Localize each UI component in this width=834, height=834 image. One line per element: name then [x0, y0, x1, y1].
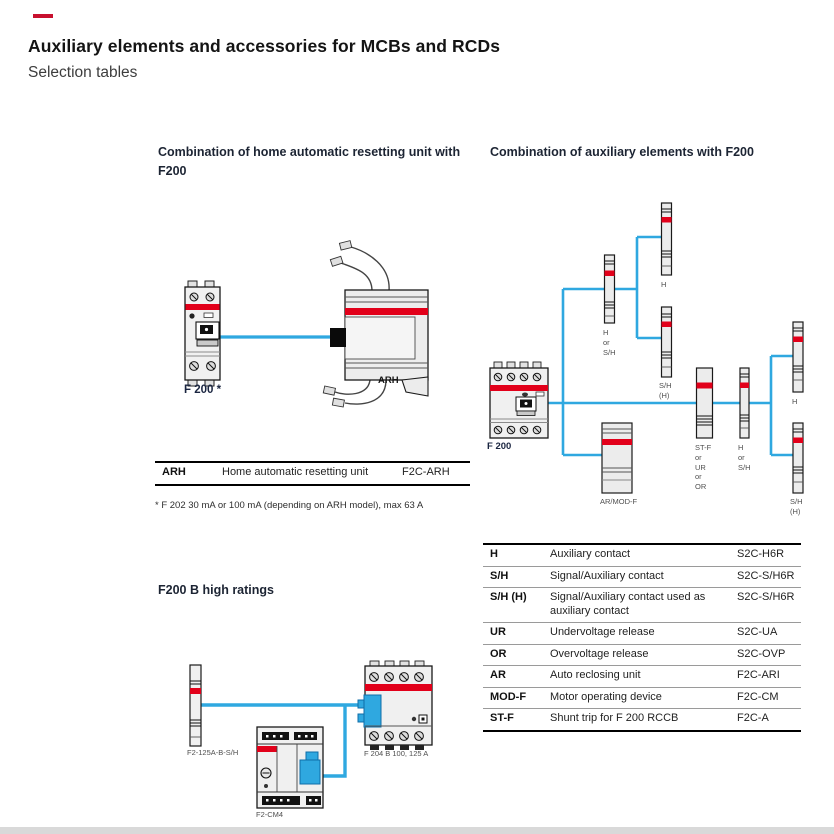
cell-type: F2C-CM: [737, 690, 779, 703]
cell-code: OR: [490, 647, 507, 660]
cell-code: H: [490, 548, 498, 560]
section-heading-aux: Combination of auxiliary elements with F200: [490, 145, 754, 159]
cell-code: S/H (H): [490, 591, 527, 603]
aux-elements-table: [483, 543, 801, 732]
module-h-or-sh-1: [605, 255, 615, 323]
cell-code: UR: [490, 626, 506, 638]
page-title: Auxiliary elements and accessories for MCBs and RCDs: [28, 36, 501, 56]
cell-description: Motor operating device: [550, 690, 662, 703]
label-arh: ARH: [378, 375, 399, 386]
table-row: [483, 566, 801, 588]
label-f200-star: F 200 *: [184, 384, 222, 396]
cell-type: F2C-A: [737, 712, 769, 724]
module-ar-mod-f: [602, 423, 632, 493]
cell-description: Auto reclosing unit: [550, 669, 641, 681]
label-sh-h-right: S/H (H): [790, 497, 803, 516]
module-stf-ur-or: [697, 368, 713, 438]
f2-125a-module: [190, 665, 201, 746]
label-stf-ur-or: ST-F or UR or OR: [695, 443, 712, 491]
cell-description: Undervoltage release: [550, 626, 655, 638]
label-sh-h-mid: S/H (H): [659, 381, 672, 400]
label-f200: F 200: [487, 441, 512, 452]
cell-type: S2C-S/H6R: [737, 569, 795, 582]
module-h-or-sh-2: [740, 368, 749, 438]
module-sh-h-mid: [662, 307, 672, 377]
table-row: [483, 687, 801, 709]
cell-description: Signal/Auxiliary contact: [550, 569, 664, 582]
module-h-top: [662, 203, 672, 275]
cell-description: Home automatic resetting unit: [222, 466, 369, 478]
cell-code: ARH: [162, 466, 186, 478]
table-row: [483, 708, 801, 730]
diagram-aux-tree: [480, 190, 834, 520]
cell-code: S/H: [490, 569, 509, 582]
f200-4pole-device: [490, 362, 548, 438]
f204-device: [358, 661, 432, 750]
cell-type: S2C-S/H6R: [737, 591, 795, 603]
cell-type: S2C-OVP: [737, 647, 786, 660]
cell-description: Shunt trip for F 200 RCCB: [550, 712, 679, 724]
table-row: [483, 665, 801, 687]
table-row: [483, 587, 801, 622]
accent-dash-icon: [33, 14, 53, 18]
label-h-or-sh-1: H or S/H: [603, 328, 616, 357]
cell-type: S2C-H6R: [737, 548, 785, 560]
label-h-or-sh-2: H or S/H: [738, 443, 751, 472]
footnote: * F 202 30 mA or 100 mA (depending on ARH model), max 63 A: [155, 500, 424, 511]
table-row: [483, 545, 801, 566]
cell-description: Auxiliary contact: [550, 548, 631, 560]
cell-description: Overvoltage release: [550, 647, 649, 660]
arh-table: [155, 461, 470, 486]
section-heading-arh: Combination of home automatic resetting unit with F200: [158, 145, 461, 178]
label-f2-cm4: F2-CM4: [256, 810, 284, 819]
module-h-right: [793, 322, 803, 392]
f200-2pole-device: [185, 281, 220, 386]
label-h-top: H: [661, 280, 667, 289]
diagram-arh-combination: [150, 238, 482, 450]
section-heading-high-ratings: F200 B high ratings: [158, 583, 274, 597]
label-ar-mod-f: AR/MOD-F: [600, 497, 638, 506]
cell-code: ST-F: [490, 712, 514, 724]
cell-type: S2C-UA: [737, 626, 778, 638]
label-f2-125a: F2-125A-B-S/H: [187, 748, 239, 757]
module-sh-h-right: [793, 423, 803, 493]
label-h-right: H: [792, 397, 798, 406]
arh-device: [323, 241, 428, 407]
page-subtitle: Selection tables: [28, 64, 138, 81]
f2-cm4-device: [257, 727, 323, 808]
table-row: [483, 644, 801, 666]
diagram-high-ratings: [150, 630, 482, 826]
cell-type: F2C-ARH: [402, 466, 450, 478]
page-footer-bar: [0, 827, 834, 834]
cell-code: AR: [490, 669, 506, 681]
cell-description: Signal/Auxiliary contact used as auxiliary contact: [550, 591, 706, 617]
table-row: [483, 622, 801, 644]
cell-code: MOD-F: [490, 690, 527, 703]
label-f204: F 204 B 100, 125 A: [364, 749, 429, 758]
cell-type: F2C-ARI: [737, 669, 780, 681]
table-row: [155, 463, 470, 484]
